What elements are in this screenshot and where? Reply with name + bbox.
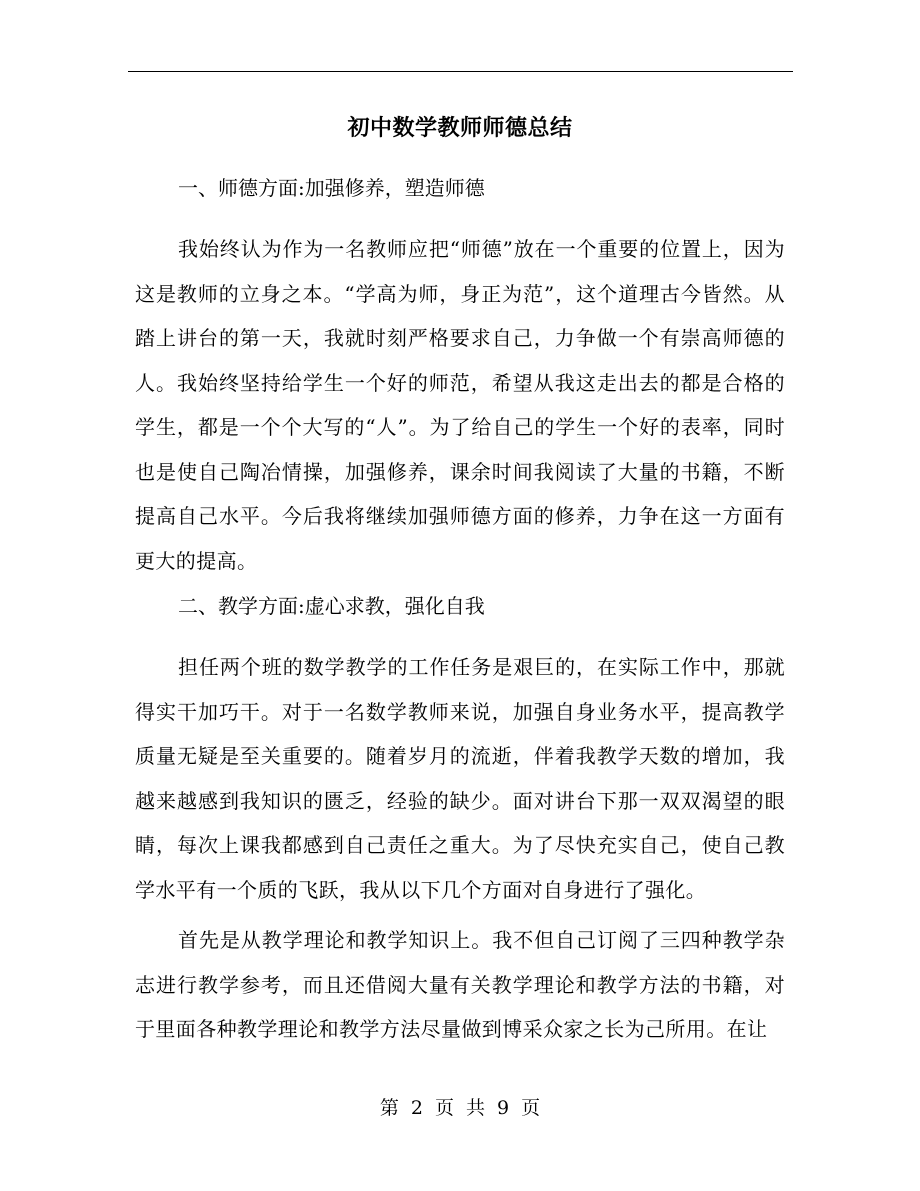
header-rule [128, 71, 793, 72]
page-number-footer: 第 2 页 共 9 页 [379, 1097, 541, 1119]
paragraph-2: 担任两个班的数学教学的工作任务是艰巨的，在实际工作中，那就得实干加巧干。对于一名数学教师来说，加强自身业务水平，提高教学质量无疑是至关重要的。随着岁月的流逝，伴着我教学天数的增加，我越来越感到我知识的匮乏，经验的缺少。面对讲台下那一双双渴望的眼睛，每次上课我都感到自己责任之重大。为了尽快充实自己，使自己教学水平有一个质的飞跃，我从以下几个方面对自身进行了强化。 [135, 655, 785, 902]
paragraph-1: 我始终认为作为一名教师应把“师德”放在一个重要的位置上，因为这是教师的立身之本。“学高为师，身正为范”，这个道理古今皆然。从踏上讲台的第一天，我就时刻严格要求自己，力争做一个有崇高师德的人。我始终坚持给学生一个好的师范，希望从我这走出去的都是合格的学生，都是一个个大写的“人”。为了给自己的学生一个好的表率，同时也是使自己陶冶情操，加强修养，课余时间我阅读了大量的书籍，不断提高自己水平。今后我将继续加强师德方面的修养，力争在这一方面有更大的提高。 [135, 237, 785, 573]
section-heading-1: 一、师德方面:加强修养，塑造师德 [178, 176, 485, 200]
paragraph-3: 首先是从教学理论和教学知识上。我不但自己订阅了三四种教学杂志进行教学参考，而且还借阅大量有关教学理论和教学方法的书籍，对于里面各种教学理论和教学方法尽量做到博采众家之长为己所用。在让 [135, 928, 785, 1041]
section-heading-2: 二、教学方面:虚心求教，强化自我 [178, 594, 485, 618]
document-title: 初中数学教师师德总结 [347, 115, 573, 141]
